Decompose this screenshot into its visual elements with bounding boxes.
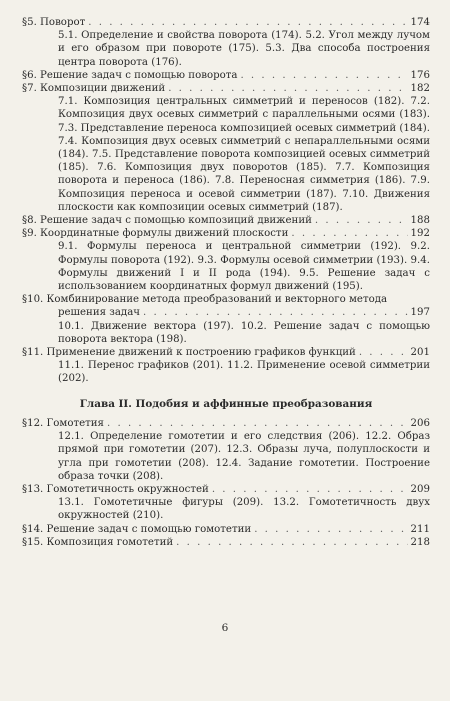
toc-entry-8 (22, 214, 430, 227)
toc-subsections: 7.1. Композиция центральных симметрий и переносов (182). 7.2. Композиция двух осевых симметрий с параллельными осями (183). 7.3. Представление переноса композицией осевых симметрий (184). 7.4. Композиция двух осевых симметрий с непараллельными осями (184). 7.5. Представление поворота композицией осевых симметрий (185). 7.6. Композиция двух поворотов (185). 7.7. Композиция поворота и переноса (186). 7.8. Переносная симметрия (186). 7.9. Композиция переноса и осевой симметрии (187). 7.10. Движения плоскости как композиции осевых симметрий (187). (58, 96, 430, 213)
toc-page-number: 188 (410, 215, 430, 227)
toc-row[interactable] (22, 483, 430, 496)
dot-leader (176, 536, 407, 549)
toc-entry-14 (22, 523, 430, 536)
toc-entry-9 (22, 227, 430, 293)
toc-title-continued: решения задач (58, 307, 141, 319)
toc-row-first-line[interactable] (22, 293, 430, 306)
toc-page-number: 197 (410, 307, 430, 319)
toc-row[interactable] (22, 523, 430, 536)
toc-row[interactable] (22, 214, 430, 227)
toc-page-number: 209 (410, 483, 430, 495)
toc-entry-13 (22, 483, 430, 523)
dot-leader (168, 82, 407, 95)
toc-title: §14. Решение задач с помощью гомотетии (22, 523, 252, 535)
toc-title: §9. Координатные формулы движений плоскости (22, 228, 289, 240)
toc-title: §10. Комбинирование метода преобразований и векторного метода (22, 294, 388, 306)
dot-leader (291, 227, 407, 240)
page-number: 6 (221, 622, 229, 634)
toc-entry-6 (22, 69, 430, 82)
toc-title: §15. Композиция гомотетий (22, 536, 174, 548)
toc-subsections: 10.1. Движение вектора (197). 10.2. Решение задач с помощью поворота вектора (198). (58, 320, 430, 345)
toc-page-number: 218 (410, 536, 430, 548)
toc-entry-15 (22, 536, 430, 549)
toc-subsections: 11.1. Перенос графиков (201). 11.2. Применение осевой симметрии (202). (58, 360, 430, 385)
toc-entry-11 (22, 346, 430, 386)
toc-page-number: 201 (410, 347, 430, 359)
toc-entry-5 (22, 16, 430, 69)
dot-leader (315, 214, 408, 227)
toc-title: §12. Гомотетия (22, 417, 104, 429)
toc-row[interactable] (22, 346, 430, 359)
toc-row[interactable] (22, 82, 430, 95)
toc-title: §5. Поворот (22, 17, 86, 28)
toc-entry-12 (22, 417, 430, 483)
toc-page-number: 211 (410, 523, 430, 535)
toc-page-number: 206 (410, 417, 430, 429)
toc-subsections: 5.1. Определение и свойства поворота (174). 5.2. Угол между лучом и его образом при повороте (175). 5.3. Два способа построения центра поворота (176). (58, 30, 430, 68)
toc-page-number: 182 (410, 83, 430, 95)
toc-row[interactable] (22, 536, 430, 549)
toc-title: §8. Решение задач с помощью композиций движений (22, 215, 312, 227)
toc-title: §13. Гомотетичность окружностей (22, 483, 209, 495)
dot-leader (143, 306, 408, 319)
toc-row[interactable] (58, 306, 430, 319)
toc-page-number: 176 (410, 69, 430, 81)
toc-row[interactable] (22, 227, 430, 240)
toc-page-number: 192 (410, 228, 430, 240)
toc-subsections: 12.1. Определение гомотетии и его следствия (206). 12.2. Образ прямой при гомотетии (207). 12.3. Образы луча, полуплоскости и угла при гомотетии (208). 12.4. Задание гомотетии. Построение образа точки (208). (58, 431, 430, 482)
dot-leader (212, 483, 408, 496)
toc-subsections: 13.1. Гомотетичные фигуры (209). 13.2. Гомотетичность двух окружностей (210). (58, 497, 430, 522)
toc-title: §7. Композиции движений (22, 83, 166, 95)
toc-page-number: 174 (410, 17, 430, 28)
toc-row[interactable] (22, 69, 430, 82)
toc-entry-7 (22, 82, 430, 214)
toc-title: §6. Решение задач с помощью поворота (22, 69, 238, 81)
toc-row[interactable] (22, 417, 430, 430)
dot-leader (254, 523, 407, 536)
toc-title: §11. Применение движений к построению графиков функций (22, 347, 356, 359)
chapter-heading: Глава II. Подобия и аффинные преобразования (79, 397, 373, 410)
toc-entry-10 (22, 293, 430, 346)
dot-leader (88, 16, 407, 29)
toc-subsections: 9.1. Формулы переноса и центральной симметрии (192). 9.2. Формулы поворота (192). 9.3. Формулы осевой симметрии (193). 9.4. Формулы движений I и II рода (194). 9.5. Решение задач с использованием координатных формул движений (195). (58, 241, 430, 293)
dot-leader (240, 69, 407, 82)
dot-leader (359, 346, 408, 359)
toc-row[interactable] (22, 16, 430, 29)
dot-leader (107, 417, 408, 430)
